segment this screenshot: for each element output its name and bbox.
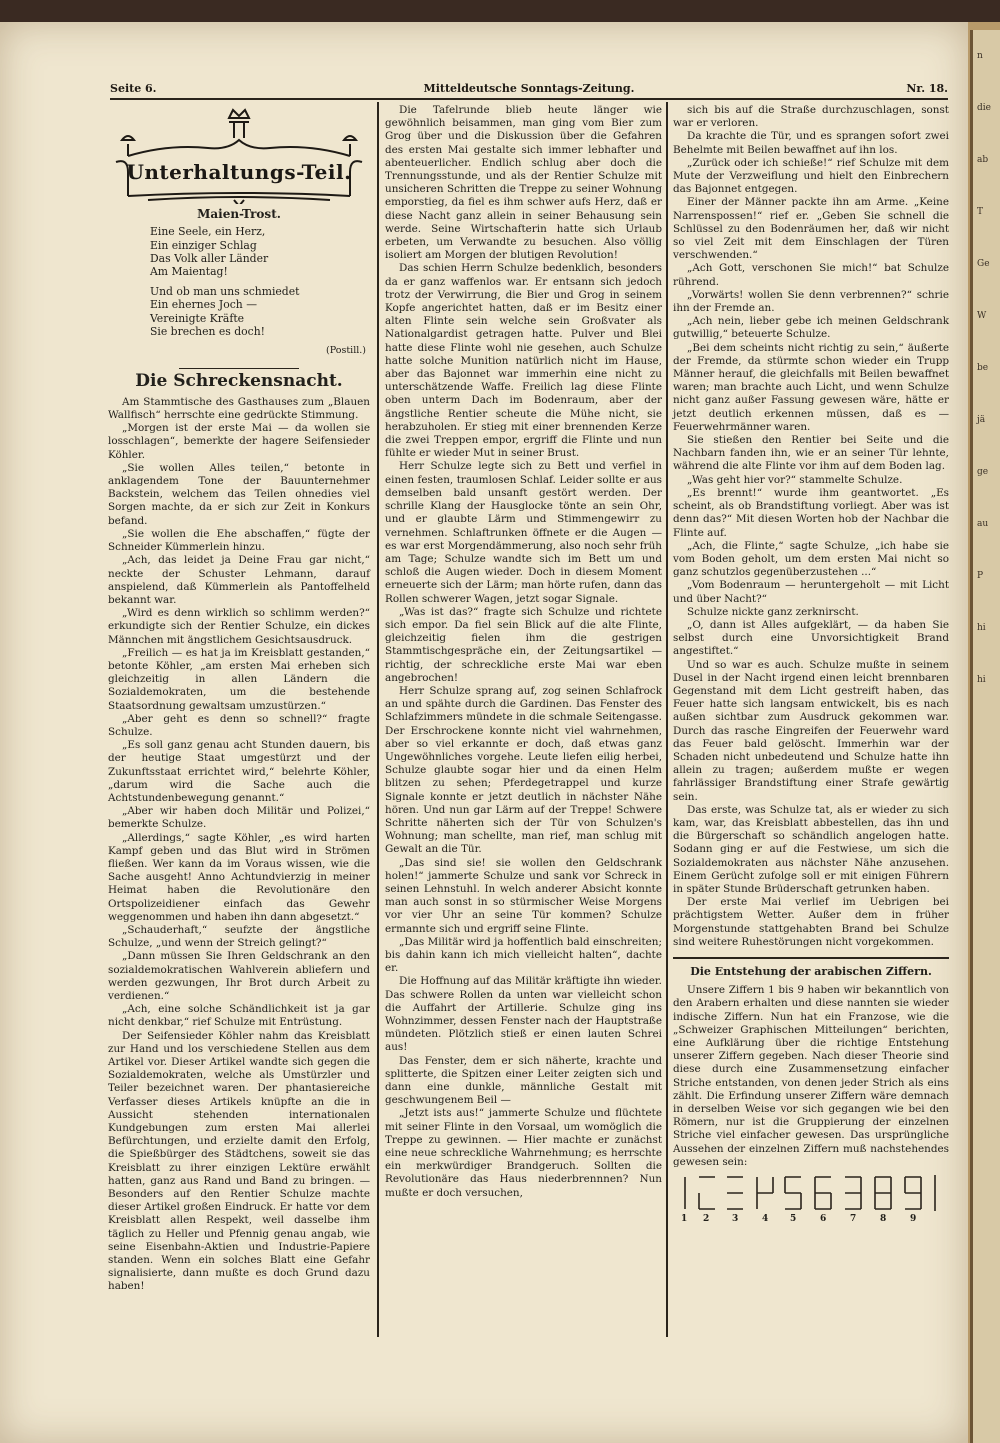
digit-figure (673, 1173, 949, 1229)
story-paragraph: Und so war es auch. Schulze mußte in seinem Dusel in der Nacht irgend einen leicht brennbaren Gegenstand mit dem Licht gestreift haben, das Feuer hatte sich langsam entwickelt, bis es nach außen sichtbar zum Ausdruck gekommen war. Durch das rasche Eingreifen der Feuerwehr ward das Feuer bald gelöscht. Immerhin war der Schaden nicht unbedeutend und Schulze hatte ihn allein zu tragen; außerdem mußte er wegen fahrlässiger Brandstiftung einer Strafe gewärtig sein. (673, 658, 949, 803)
story-paragraph: „Aber geht es denn so schnell?“ fragte Schulze. (108, 712, 370, 738)
story-paragraph: Da krachte die Tür, und es sprangen sofort zwei Behelmte mit Beilen bewaffnet auf ihn los. (673, 130, 949, 156)
story-paragraph: „O, dann ist Alles aufgeklärt, — da haben Sie selbst durch eine Unvorsichtigkeit Brand angestiftet.“ (673, 618, 949, 658)
story-paragraph: „Jetzt ists aus!“ jammerte Schulze und flüchtete mit seiner Flinte in den Vorsaal, um womöglich die Treppe zu gewinnen. — Hier machte er zunächst eine neue schreckliche Wahrnehmung; es herrschte ein merkwürdiger Brandgeruch. Sollten die Revolutionäre das Haus niederbrennnen? Nun mußte er doch versuchen, (385, 1107, 662, 1199)
story-paragraph: sich bis auf die Straße durchzuschlagen, sonst war er verloren. (673, 104, 949, 130)
digit-label: 9 (910, 1214, 917, 1225)
column-3 (673, 104, 949, 1229)
adjacent-page-fragment: P (977, 571, 984, 581)
column-1 (108, 104, 370, 1294)
digit-label: 7 (850, 1214, 857, 1225)
poem-line: Am Maientag! (150, 265, 228, 279)
story-text-col2 (385, 104, 662, 1200)
poem-line: Das Volk aller Länder (150, 252, 269, 266)
story-paragraph: „Dann müssen Sie Ihren Geldschrank an den sozialdemokratischen Wahlverein abliefern und werden gezwungen, Ihr Brot durch Arbeit zu verdienen.“ (108, 950, 370, 1002)
article-title: Die Entstehung der arabischen Ziffern. (690, 965, 932, 978)
page-number: Seite 6. (110, 82, 157, 95)
story-paragraph: Am Stammtische des Gasthauses zum „Blauen Wallfisch“ herrschte eine gedrückte Stimmung. (108, 395, 370, 422)
poem-title: Maien-Trost. (197, 207, 281, 221)
poem-line: Sie brechen es doch! (150, 325, 266, 339)
adjacent-page-fragment: hi (977, 623, 986, 633)
poem-source: (Postill.) (326, 345, 366, 357)
adjacent-page-fragment: n (977, 51, 983, 61)
story-paragraph: „Sie wollen Alles teilen,“ betonte in anklagendem Tone der Bauunternehmer Backstein, welchem das Teilen ohnedies viel Sorgen machte, da er sich zur Zeit in Konkurs befand. (108, 461, 370, 527)
section-banner (108, 104, 370, 204)
story-paragraph: „Das Militär wird ja hoffentlich bald einschreiten; bis dahin kann ich mich vielleicht halten“, dachte er. (385, 935, 662, 975)
story-paragraph: „Bei dem scheints nicht richtig zu sein,“ äußerte der Fremde, da stürmte schon wieder ein Trupp Männer herauf, die gleichfalls mit Beilen bewaffnet waren; man brachte auch Licht, und wenn Schulze nicht ganz außer Fassung gewesen wäre, hätte er jetzt deutlich erkennen müssen, daß es — Feuerwehrmänner waren. (673, 341, 949, 433)
newspaper-title: Mitteldeutsche Sonntags-Zeitung. (423, 82, 635, 95)
story-paragraph: Das Fenster, dem er sich näherte, krachte und splitterte, die Spitzen einer Leiter zeigten sich und dann eine dunkle, männliche Gestalt mit geschwungenem Beil — (385, 1054, 662, 1107)
adjacent-page-fragment: Ge (977, 259, 990, 269)
adjacent-page-edge (970, 30, 1000, 1443)
story-paragraph: „Es brennt!“ wurde ihm geantwortet. „Es scheint, als ob Brandstiftung vorliegt. Aber was ist denn das?“ Mit diesen Worten hob der Nachbar die Flinte auf. (673, 486, 949, 539)
poem-line: Vereinigte Kräfte (150, 311, 245, 325)
story-paragraph: „Ach, die Flinte,“ sagte Schulze, „ich habe sie vom Boden geholt, um dem ersten Mai nicht so ganz schutzlos gegenüberzustehen ...“ (673, 539, 949, 579)
story-paragraph: „Schauderhaft,“ seufzte der ängstliche Schulze, „und wenn der Streich gelingt?“ (108, 923, 370, 950)
adjacent-page-fragment: hi (977, 675, 986, 685)
article-text: Unsere Ziffern 1 bis 9 haben wir bekanntlich von den Arabern erhalten und diese nannten sie wieder indische Ziffern. Nun hat ein Franzose, wie die „Schweizer Graphischen Mitteilungen“ berichten, eine Aufklärung über die richtige Entstehung unserer Ziffern gegeben. Nach dieser Theorie sind diese durch eine Zusammensetzung einfacher Striche entstanden, von denen jeder Strich als eins zählt. Die Erfindung unserer Ziffern wäre demnach in derselben Weise vor sich gegangen wie bei den Römern, nur ist die Gruppierung der einzelnen Striche viel einfacher gewesen. Das ursprüngliche Aussehen der einzelnen Ziffern muß nachstehendes gewesen sein: (673, 984, 949, 1168)
column-rule-1 (377, 102, 379, 1337)
story-title: Die Schreckensnacht. (135, 370, 343, 391)
story-paragraph: Herr Schulze sprang auf, zog seinen Schlafrock an und spähte durch die Gardinen. Das Fenster des Schlafzimmers mündete in die schmale Seitengasse. Der Erschrockene konnte nicht viel wahrnehmen, aber so viel erkannte er doch, daß etwas ganz Ungewöhnliches vorgehe. Leute liefen eilig herbei, Schulze glaubte sogar hier und da einen Helm blitzen zu sehen; Pferdegetrappel und kurze Signale konnte er jetzt deutlich in nächster Nähe hören. Und nun gar Lärm auf der Treppe! Schwere Schritte näherten sich der Tür von Schulzen's Wohnung; man schellte, man rief, man schlug mit Gewalt an die Tür. (385, 684, 662, 856)
poem-line: Ein einziger Schlag (150, 238, 257, 252)
scan-edge (0, 0, 1000, 22)
poem-line: Eine Seele, ein Herz, (150, 225, 266, 239)
digit-label: 3 (732, 1214, 739, 1225)
column-2 (385, 104, 662, 1200)
story-paragraph: „Ach Gott, verschonen Sie mich!“ bat Schulze rührend. (673, 262, 949, 288)
story-paragraph: Einer der Männer packte ihn am Arme. „Keine Narrenspossen!“ rief er. „Geben Sie schnell die Schlüssel zu den Bodenräumen her, daß wir nicht so viel Zeit mit dem Einschlagen der Türen verschwenden.“ (673, 196, 949, 262)
story-paragraph: Sie stießen den Rentier bei Seite und die Nachbarn fanden ihn, wie er an seiner Tür lehnte, während die alte Flinte vor ihm auf dem Boden lag. (673, 434, 949, 473)
divider (673, 957, 949, 959)
story-paragraph: Das erste, was Schulze tat, als er wieder zu sich kam, war, das Kreisblatt abbestellen, das ihn und die Bürgerschaft so schändlich angelogen hatte. Sodann ging er auf die Festwiese, um sich die Sozialdemokraten aus nächster Nähe anzusehen. Einem Gerücht zufolge soll er mit einigen Führern in später Stunde Brüderschaft getrunken haben. (673, 803, 949, 895)
story-paragraph: „Was geht hier vor?“ stammelte Schulze. (687, 473, 903, 486)
story-text-col1 (108, 396, 370, 1294)
ornament-frame-icon (108, 104, 370, 204)
story-paragraph: „Ach, eine solche Schändlichkeit ist ja gar nicht denkbar,“ rief Schulze mit Entrüstung. (108, 1003, 370, 1029)
adjacent-page-fragment: be (977, 363, 989, 373)
poem-line: Ein ehernes Joch — (150, 298, 257, 312)
story-paragraph: Die Tafelrunde blieb heute länger wie gewöhnlich beisammen, man ging vom Bier zum Grog über und die Diskussion über die Gefahren des ersten Mai gestalte sich immer lebhafter und abenteuerlicher. Endlich schlug aber doch die Trennungsstunde, und als der Rentier Schulze mit unsicheren Schritten die Treppe zu seiner Wohnung emporstieg, da fiel es ihm schwer aufs Herz, daß er diese Nacht ganz allein in seiner Behausung sein werde. Seine Wirtschafterin hatte sich Urlaub erbeten, um Verwandte zu besuchen. Also völlig isoliert am Morgen der blutigen Revolution! (385, 104, 662, 262)
digit-label: 6 (820, 1214, 827, 1225)
story-paragraph: „Das sind sie! sie wollen den Geldschrank holen!“ jammerte Schulze und sank vor Schreck in seinen Lehnstuhl. In welch anderer Absicht konnte man auch sonst in so stürmischer Weise Morgens vor vier Uhr an seine Tür kommen? Schulze ermannte sich und ergriff seine Flinte. (385, 856, 662, 935)
story-paragraph: „Vom Bodenraum — heruntergeholt — mit Licht und über Nacht?“ (673, 579, 949, 605)
story-paragraph: „Was ist das?“ fragte sich Schulze und richtete sich empor. Da fiel sein Blick auf die alte Flinte, gleichzeitig fielen ihm die gestrigen Stammtischgespräche ein, der Zeitungsartikel — richtig, der schreckliche erste Mai war eben angebrochen! (385, 605, 662, 684)
digit-label: 2 (703, 1214, 710, 1225)
story-paragraph: „Wird es denn wirklich so schlimm werden?“ erkundigte sich der Rentier Schulze, ein dickes Männchen mit ängstlichem Gesichtsausdruck. (108, 607, 370, 646)
adjacent-page-fragment: T (977, 207, 984, 217)
story-paragraph: Herr Schulze legte sich zu Bett und verfiel in einen festen, traumlosen Schlaf. Leider sollte er aus demselben bald unsanft gestört werden. Der schrille Klang der Hausglocke tönte an sein Ohr, und er glaubte Lärm und Stimmengewirr zu vernehmen. Schlaftrunken öffnete er die Augen — es war erst Morgendämmerung, also noch sehr früh am Tage; Schulze wandte sich im Bett um und schloß die Augen wieder. Doch in diesem Moment erneuerte sich der Lärm; man hörte rufen, dann das Rollen schwerer Wagen, jetzt sogar Signale. (385, 460, 662, 605)
story-paragraph: Das schien Herrn Schulze bedenklich, besonders da er ganz waffenlos war. Er entsann sich jedoch trotz der Verwirrung, die Bier und Grog in seinem Kopfe angerichtet hatten, daß er im Besitz einer alten Flinte sein welche sein Großvater als Nationalgardist getragen hatte. Pulver und Blei hatte diese Flinte wohl nie gesehen, auch Schulze hatte solche Munition natürlich nicht im Hause, aber das Bajonnet war immerhin eine nicht zu unterschätzende Waffe. Freilich lag diese Flinte oben unterm Dach im Bodenraum, aber der ängstliche Rentier scheute die Mühe nicht, sie herabzuholen. Er stieg mit einer brennenden Kerze die zwei Treppen empor, ergriff die Flinte und nun fühlte er wieder Mut in seiner Brust. (385, 262, 662, 460)
story-paragraph: „Ach nein, lieber gebe ich meinen Geldschrank gutwillig,“ beteuerte Schulze. (673, 315, 949, 341)
story-paragraph: „Vorwärts! wollen Sie denn verbrennen?“ schrie ihn der Fremde an. (673, 288, 949, 315)
story-paragraph: „Aber wir haben doch Militär und Polizei,“ bemerkte Schulze. (108, 805, 370, 831)
section-title: Unterhaltungs-Teil. (126, 160, 352, 184)
running-header (110, 80, 948, 100)
poem (150, 225, 370, 338)
story-text-col3 (673, 104, 949, 949)
story-paragraph: Der erste Mai verlief im Uebrigen bei prächtigstem Wetter. Außer dem in früher Morgenstunde stattgehabten Brand bei Schulze sind weitere Ruhestörungen nicht vorgekommen. (673, 896, 949, 948)
story-paragraph: „Ach, das leidet ja Deine Frau gar nicht,“ neckte der Schuster Lehmann, darauf anspielend, daß Kümmerlein als Pantoffelheld bekannt war. (108, 554, 370, 606)
poem-line: Und ob man uns schmiedet (150, 284, 300, 298)
adjacent-page-fragment: ab (977, 155, 989, 165)
stroke-digits-icon (673, 1173, 949, 1213)
adjacent-page-fragment: au (977, 519, 989, 529)
story-paragraph: „Zurück oder ich schieße!“ rief Schulze mit dem Mute der Verzweiflung und hielt den Einbrechern das Bajonnet entgegen. (673, 156, 949, 196)
story-paragraph: Der Seifensieder Köhler nahm das Kreisblatt zur Hand und los verschiedene Stellen aus dem Artikel vor. Dieser Artikel wandte sich gegen die Sozialdemokraten, welche als Umstürzler und Teiler bezeichnet waren. Der phantasiereiche Verfasser dieses Artikels knüpfte an die in Aussicht stehenden internationalen Kundgebungen zum ersten Mai allerlei Befürchtungen, und erzielte damit den Erfolg, die Spießbürger des Städtchens, soweit sie das Kreisblatt zu ihrer einzigen Lektüre erwählt hatten, ganz aus Rand und Band zu bringen. — Besonders auf den Rentier Schulze machte dieser Artikel großen Eindruck. Er hatte vor dem Kreisblatt allen Respekt, weil dasselbe ihm täglich zu Heller und Pfennig genau angab, wie seine Eisenbahn-Aktien und Industrie-Papiere standen. Wenn ein solches Blatt eine Gefahr signalisierte, dann mußte es doch Grund dazu haben! (108, 1029, 370, 1293)
story-paragraph: „Freilich — es hat ja im Kreisblatt gestanden,“ betonte Köhler, „am ersten Mai erheben sich gleichzeitig in allen Ländern die Sozialdemokraten, um die bestehende Staatsordnung gewaltsam umzustürzen.“ (108, 646, 370, 712)
digit-label: 8 (880, 1214, 887, 1225)
poem-stanza-2 (150, 285, 370, 339)
column-rule-2 (666, 102, 668, 1337)
divider (179, 368, 299, 369)
adjacent-page-fragment: ge (977, 467, 989, 477)
adjacent-page-fragment: die (977, 103, 991, 113)
poem-stanza-1 (150, 225, 370, 279)
story-paragraph: „Es soll ganz genau acht Stunden dauern, bis der heutige Staat umgestürzt und der Zukunftsstaat errichtet wird,“ belehrte Köhler, „darum wird die Sache auch die Achtstundenbewegung genannt.“ (108, 739, 370, 804)
story-paragraph: „Morgen ist der erste Mai — da wollen sie losschlagen“, bemerkte der hagere Seifensieder Köhler. (108, 422, 370, 461)
digit-label: 4 (762, 1214, 769, 1225)
issue-number: Nr. 18. (906, 82, 948, 95)
digit-label: 5 (790, 1214, 797, 1225)
adjacent-page-fragment: W (977, 311, 987, 321)
digit-label: 1 (681, 1214, 688, 1225)
story-paragraph: „Sie wollen die Ehe abschaffen,“ fügte der Schneider Kümmerlein hinzu. (108, 527, 370, 554)
story-paragraph: Schulze nickte ganz zerknirscht. (687, 605, 859, 618)
story-paragraph: Die Hoffnung auf das Militär kräftigte ihn wieder. Das schwere Rollen da unten war vielleicht schon die Auffahrt der Artillerie. Schulze ging ins Wohnzimmer, dessen Fenster nach der Hauptstraße mündeten. Plötzlich stieß er einen lauten Schrei aus! (385, 975, 662, 1054)
story-paragraph: „Allerdings,“ sagte Köhler, „es wird harten Kampf geben und das Blut wird in Strömen fließen. Wer kann da im Voraus wissen, wie die Sache ausgeht! Anno Achtundvierzig in meiner Heimat haben die Revolutionäre den Ortspolizeidiener einfach das Gewehr weggenommen und haben ihn dann abgesetzt.“ (108, 831, 370, 923)
adjacent-page-fragment: jä (977, 415, 986, 425)
